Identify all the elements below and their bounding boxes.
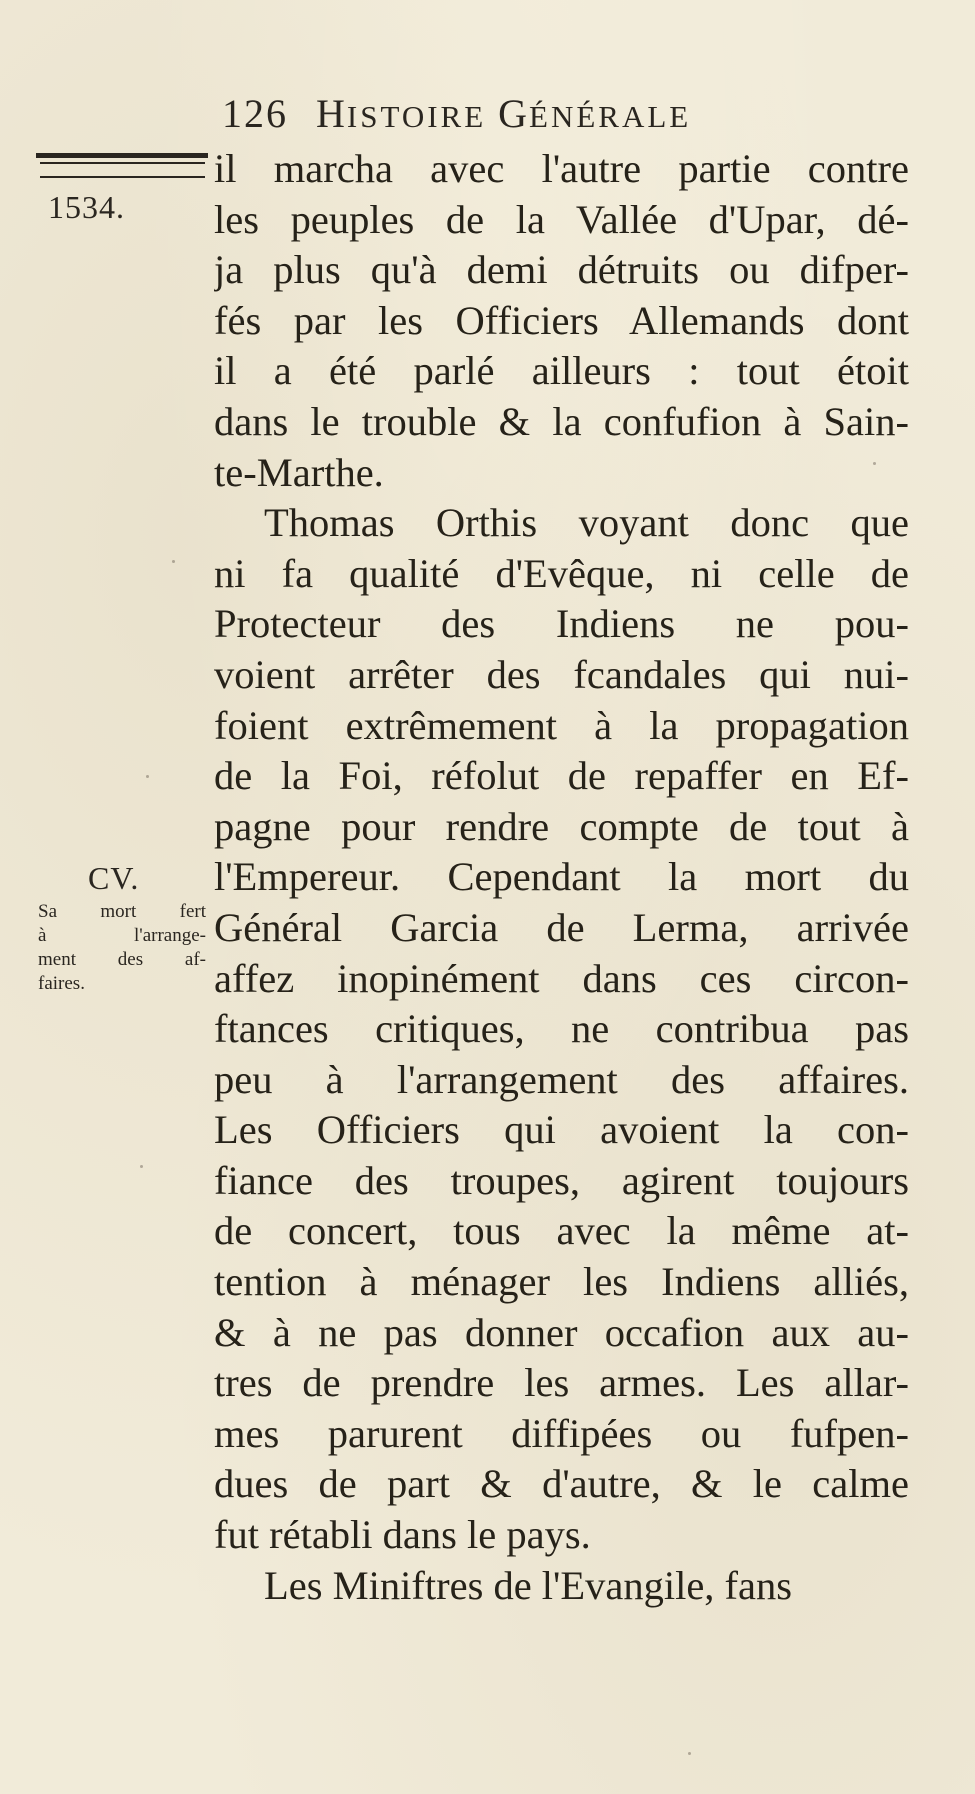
- body-line: ja plus qu'à demi détruits ou difper-: [214, 247, 909, 293]
- body-line: tres de prendre les armes. Les allar-: [214, 1360, 909, 1406]
- body-line-paragraph-start: Thomas Orthis voyant donc que: [264, 500, 909, 546]
- header-title-initial-1: H: [316, 91, 347, 136]
- paper-speck: [140, 1165, 143, 1168]
- margin-rule-thin: [40, 162, 205, 164]
- margin-side-note: [38, 900, 210, 996]
- body-line: dans le trouble & la confufion à Sain-: [214, 398, 909, 444]
- body-line: fut rétabli dans le pays.: [214, 1512, 591, 1558]
- body-line: il marcha avec l'autre partie contre: [214, 146, 909, 191]
- margin-year: 1534.: [48, 189, 125, 225]
- body-line: affez inopinément dans ces circon-: [214, 955, 909, 1001]
- body-line: de concert, tous avec la même at-: [214, 1208, 909, 1254]
- margin-rule-thin-lower: [40, 176, 205, 178]
- body-line: peu à l'arrangement des affaires.: [214, 1056, 909, 1102]
- side-note-line: Sa mort fert: [38, 901, 206, 922]
- header-title-rest-1: ISTOIRE: [346, 99, 487, 134]
- body-line: Général Garcia de Lerma, arrivée: [214, 904, 909, 950]
- body-text: [214, 144, 914, 1611]
- body-line: il a été parlé ailleurs : tout étoit: [214, 348, 909, 394]
- body-line: ni fa qualité d'Evêque, ni celle de: [214, 550, 909, 596]
- header-title-initial-2: G: [498, 91, 530, 136]
- running-header: [222, 90, 922, 137]
- body-line: fiance des troupes, agirent toujours: [214, 1157, 909, 1203]
- body-line: te-Marthe.: [214, 449, 384, 495]
- body-line: tention à ménager les Indiens alliés,: [214, 1259, 909, 1305]
- body-line: mes parurent diffipées ou fufpen-: [214, 1410, 909, 1456]
- side-note-line: faires.: [38, 973, 85, 994]
- paper-speck: [146, 775, 149, 778]
- body-line: & à ne pas donner occafion aux au-: [214, 1309, 909, 1355]
- body-line: l'Empereur. Cependant la mort du: [214, 854, 909, 900]
- body-line: voient arrêter des fcandales qui nui-: [214, 651, 909, 697]
- paper-speck: [873, 462, 876, 465]
- margin-section-number: CV.: [88, 860, 140, 896]
- paper-speck: [688, 1752, 691, 1755]
- side-note-line: à l'arrange-: [38, 925, 206, 946]
- body-line-paragraph-start: Les Miniftres de l'Evangile, fans: [264, 1562, 793, 1608]
- bleed-through-texture: [40, 240, 198, 262]
- margin-rule-thick: [36, 153, 208, 158]
- body-line: pagne pour rendre compte de tout à: [214, 803, 909, 849]
- body-line: foient extrêmement à la propagation: [214, 702, 909, 748]
- side-note-line: ment des af-: [38, 949, 206, 970]
- paper-speck: [172, 560, 175, 563]
- page-number: 126: [222, 91, 288, 136]
- body-line: Les Officiers qui avoient la con-: [214, 1107, 909, 1153]
- body-line: dues de part & d'autre, & le calme: [214, 1461, 909, 1507]
- body-line: Protecteur des Indiens ne pou-: [214, 601, 909, 647]
- body-line: les peuples de la Vallée d'Upar, dé-: [214, 196, 909, 242]
- body-line: de la Foi, réfolut de repaffer en Ef-: [214, 753, 909, 799]
- body-line: fés par les Officiers Allemands dont: [214, 297, 909, 343]
- header-title-rest-2: ÉNÉRALE: [529, 99, 692, 134]
- body-line: ftances critiques, ne contribua pas: [214, 1006, 909, 1052]
